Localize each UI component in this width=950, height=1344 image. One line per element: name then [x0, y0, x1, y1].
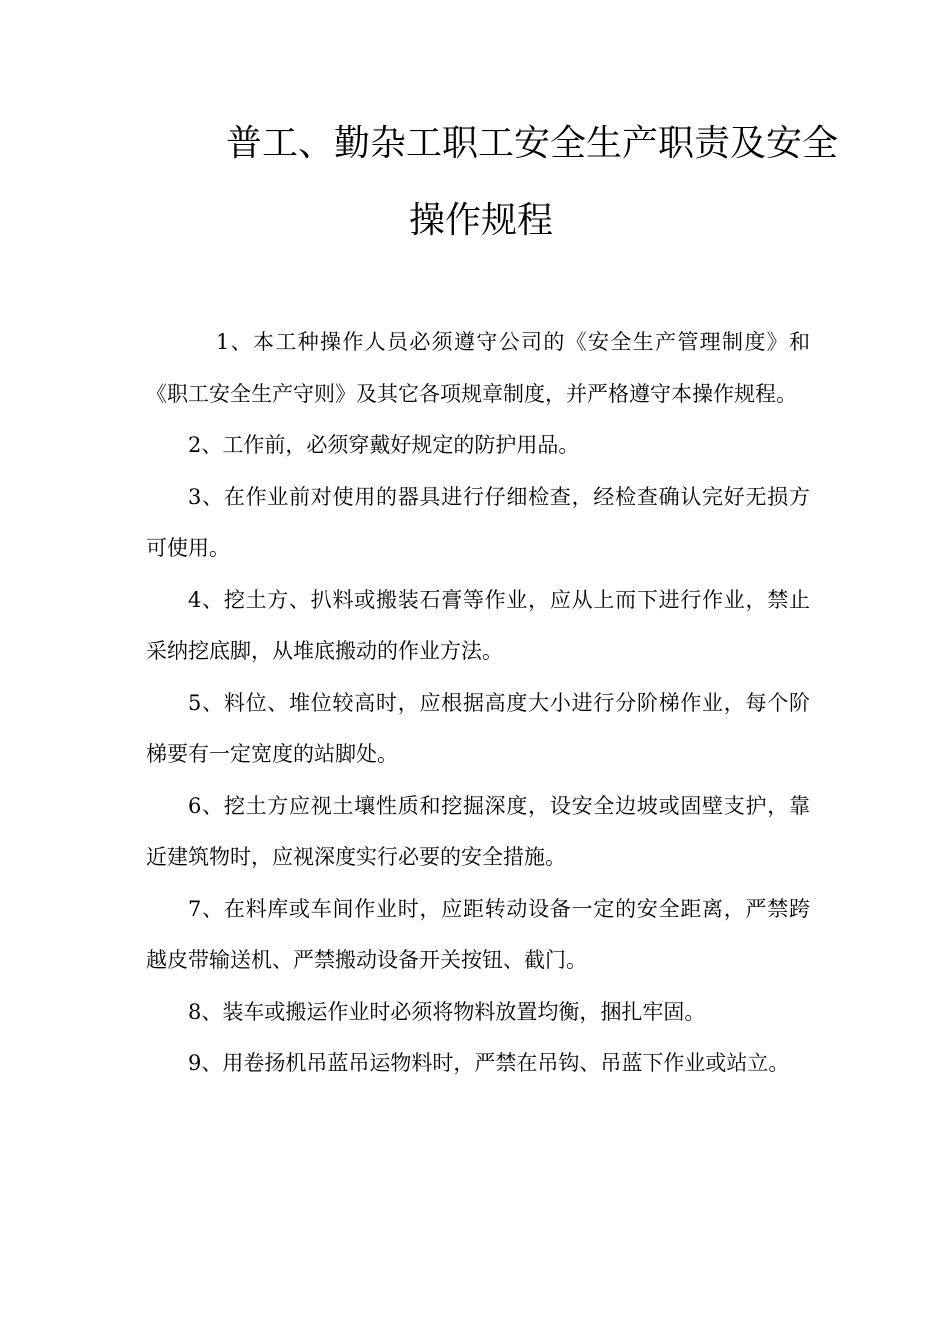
rule-paragraph-5: 5、料位、堆位较高时，应根据高度大小进行分阶梯作业，每个阶梯要有一定宽度的站脚处。 [146, 690, 810, 766]
rule-paragraph-9: 9、用卷扬机吊蓝吊运物料时，严禁在吊钩、吊蓝下作业或站立。 [188, 1051, 790, 1075]
rule-paragraph-7: 7、在料库或车间作业时，应距转动设备一定的安全距离，严禁跨越皮带输送机、严禁搬动设备开关按钮、截门。 [146, 896, 810, 972]
rule-paragraph-2: 2、工作前，必须穿戴好规定的防护用品。 [188, 433, 580, 457]
rule-paragraph-1: 1、本工种操作人员必须遵守公司的《安全生产管理制度》和《职工安全生产守则》及其它各项规章制度，并严格遵守本操作规程。 [146, 330, 810, 406]
document-body [146, 317, 810, 1090]
rule-paragraph-6: 6、挖土方应视土壤性质和挖掘深度，设安全边坡或固壁支护，靠近建筑物时，应视深度实行必要的安全措施。 [146, 793, 810, 869]
rule-paragraph-8: 8、装车或搬运作业时必须将物料放置均衡，捆扎牢固。 [188, 999, 706, 1024]
rule-paragraph-3: 3、在作业前对使用的器具进行仔细检查，经检查确认完好无损方可使用。 [146, 484, 810, 560]
document-title-line-2: 操作规程 [409, 200, 554, 241]
document-title-line-1: 普工、勤杂工职工安全生产职责及安全 [226, 123, 839, 164]
rule-paragraph-4: 4、挖土方、扒料或搬装石膏等作业，应从上而下进行作业，禁止采纳挖底脚，从堆底搬动的作业方法。 [146, 587, 810, 663]
